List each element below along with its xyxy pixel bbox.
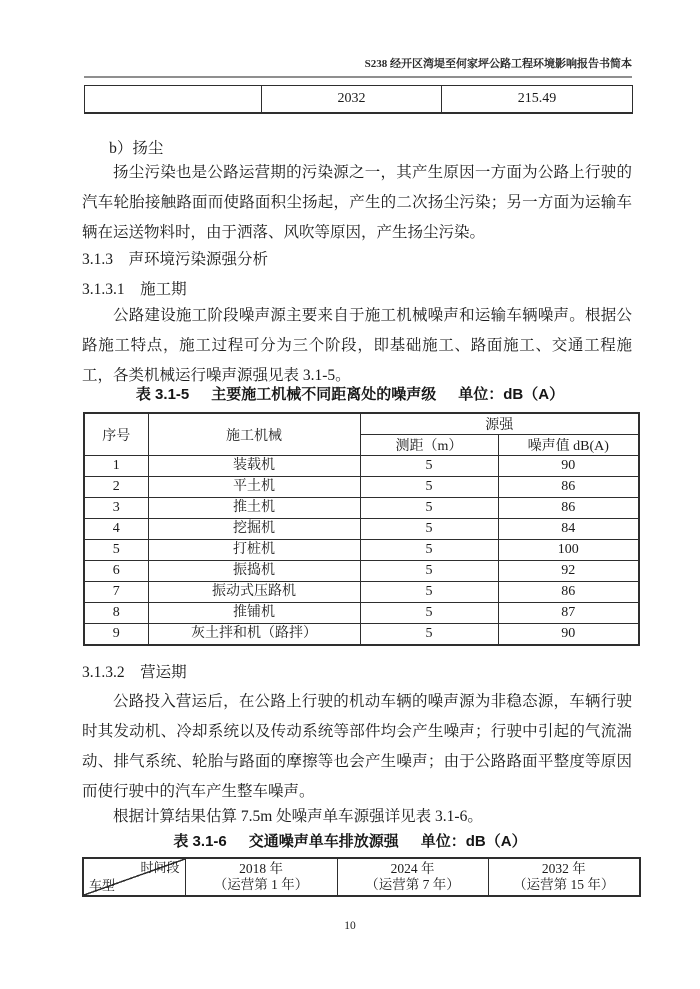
table-315-caption-label: 表 3.1-5	[135, 386, 190, 403]
header-noise: 噪声值 dB(A)	[498, 435, 639, 456]
cell-noise: 84	[498, 519, 639, 540]
cell-distance: 5	[360, 456, 498, 477]
cell-machine: 装载机	[148, 456, 360, 477]
dust-heading: b）扬尘	[109, 140, 164, 157]
diagonal-label-period: 时间段	[140, 860, 180, 875]
table-row	[84, 561, 639, 582]
year-note: （运营第 7 年）	[365, 877, 460, 892]
cell-seq: 7	[84, 582, 148, 603]
cell-distance: 5	[360, 519, 498, 540]
cell-seq: 2	[84, 477, 148, 498]
table-row	[84, 498, 639, 519]
year-label: 2032 年	[541, 860, 586, 876]
year-note: （运营第 1 年）	[213, 877, 309, 892]
cell-seq: 4	[84, 519, 148, 540]
table-316-caption	[72, 832, 628, 852]
cell-noise: 100	[498, 540, 639, 561]
operation-paragraph: 公路投入营运后，在公路上行驶的机动车辆的噪声源为非稳态源，车辆行驶时其发动机、冷却系统以及传动系统等部件均会产生噪声；行驶中引起的气流湍动、排气系统、轮胎与路面的摩擦等也会产生噪声；由于公路路面平整度等原因而使行驶中的汽车产生整车噪声。	[82, 693, 632, 800]
cell-machine: 振动式压路机	[148, 582, 360, 603]
cell-distance: 5	[360, 477, 498, 498]
cell-machine: 挖掘机	[148, 519, 360, 540]
cell-machine: 平土机	[148, 477, 360, 498]
cell-distance: 5	[360, 540, 498, 561]
cell-machine: 推铺机	[148, 603, 360, 624]
continuation-table	[84, 85, 633, 114]
dust-paragraph: 扬尘污染也是公路运营期的污染源之一，其产生原因一方面为公路上行驶的汽车轮胎接触路面而使路面积尘扬起，产生的二次扬尘污染；另一方面为运输车辆在运送物料时，由于洒落、风吹等原因，产生扬尘污染。	[82, 164, 632, 241]
table-316-caption-title: 交通噪声单车排放源强	[248, 833, 399, 850]
cell-distance: 5	[360, 561, 498, 582]
cell-seq: 3	[84, 498, 148, 519]
diagonal-header-cell	[83, 858, 185, 896]
diagonal-label-vehicle: 车型	[89, 877, 116, 893]
year-note: （运营第 15 年）	[513, 877, 615, 892]
header-year-2024	[337, 858, 488, 896]
table-316-caption-unit: 单位：dB（A）	[420, 833, 527, 850]
construction-paragraph: 公路建设施工阶段噪声源主要来自于施工机械噪声和运输车辆噪声。根据公路施工特点，施工过程可分为三个阶段，即基础施工、路面施工、交通工程施工，各类机械运行噪声源强见表 3.1-5。	[82, 307, 632, 384]
header-machine: 施工机械	[148, 413, 360, 456]
cont-cell-empty	[85, 86, 262, 114]
cell-machine: 灰土拌和机（路拌）	[148, 624, 360, 646]
subsection-heading-operation: 3.1.3.2 营运期	[82, 664, 187, 681]
header-source: 源强	[360, 413, 639, 435]
cell-noise: 90	[498, 456, 639, 477]
cell-noise: 86	[498, 582, 639, 603]
table-315-caption-title: 主要施工机械不同距离处的噪声级	[211, 386, 437, 403]
cell-machine: 振捣机	[148, 561, 360, 582]
cell-seq: 8	[84, 603, 148, 624]
cont-cell-value: 215.49	[442, 86, 633, 114]
cell-noise: 86	[498, 498, 639, 519]
header-distance: 测距（m）	[360, 435, 498, 456]
table-316-caption-label: 表 3.1-6	[173, 833, 227, 850]
table-header-row	[84, 413, 639, 435]
cell-seq: 1	[84, 456, 148, 477]
cell-distance: 5	[360, 498, 498, 519]
header-year-2032	[488, 858, 640, 896]
table-315-body	[84, 456, 639, 646]
page-number: 10	[344, 920, 356, 932]
table-row	[84, 603, 639, 624]
page-header-title: S238 经开区湾堤至何家坪公路工程环境影响报告书简本	[84, 55, 632, 78]
cell-noise: 86	[498, 477, 639, 498]
subsection-heading-construction: 3.1.3.1 施工期	[82, 281, 187, 298]
year-label: 2018 年	[239, 860, 283, 876]
table-row	[84, 624, 639, 646]
cell-machine: 推土机	[148, 498, 360, 519]
construction-noise-table	[83, 412, 640, 646]
cell-seq: 6	[84, 561, 148, 582]
cell-machine: 打桩机	[148, 540, 360, 561]
header-year-2018	[185, 858, 337, 896]
cont-cell-year: 2032	[262, 86, 442, 114]
section-heading-noise: 3.1.3 声环境污染源强分析	[82, 251, 269, 268]
table-header-row	[83, 858, 640, 896]
cell-distance: 5	[360, 624, 498, 646]
table-row	[84, 519, 639, 540]
cell-distance: 5	[360, 582, 498, 603]
cell-seq: 5	[84, 540, 148, 561]
cell-noise: 90	[498, 624, 639, 646]
year-label: 2024 年	[390, 860, 435, 876]
table-row	[84, 456, 639, 477]
traffic-noise-table	[82, 857, 641, 897]
cell-seq: 9	[84, 624, 148, 646]
table-row	[84, 582, 639, 603]
cell-noise: 87	[498, 603, 639, 624]
cell-distance: 5	[360, 603, 498, 624]
header-seq: 序号	[84, 413, 148, 456]
table-row	[84, 477, 639, 498]
estimate-paragraph: 根据计算结果估算 7.5m 处噪声单车源强详见表 3.1-6。	[113, 808, 483, 825]
cell-noise: 92	[498, 561, 639, 582]
table-row	[85, 86, 633, 114]
table-row	[84, 540, 639, 561]
table-315-caption	[72, 385, 628, 405]
table-315-caption-unit: 单位：dB（A）	[458, 386, 565, 403]
